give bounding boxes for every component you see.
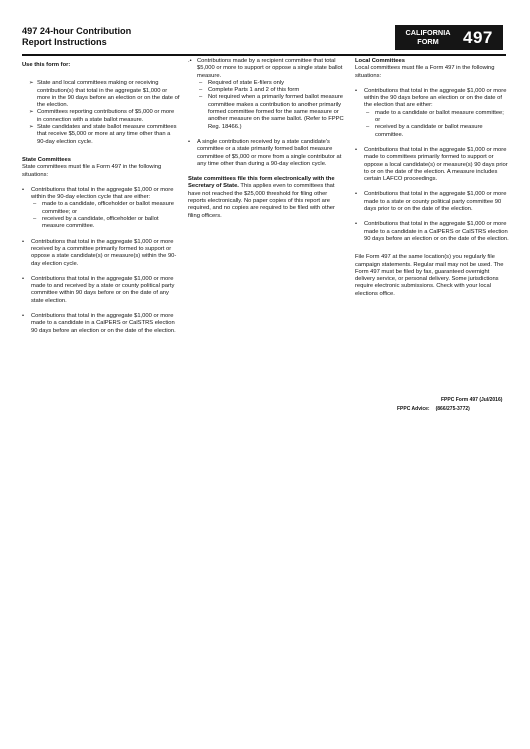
arrow-bullet-icon: ➢ — [29, 80, 34, 87]
bullet-icon: • — [355, 191, 358, 198]
bullet-icon: • — [355, 221, 358, 228]
list-item: • Contributions that total in the aggregate $1,000 or more made to a candidate in a CalPERS or CalSTRS election 90 days before an election or on the date of the election. — [355, 221, 509, 242]
use-item: ➢ State and local committees making or receiving contribution(s) that total in the aggregate $1,000 or more in the 90 days before an election or on the date of the election. — [29, 80, 180, 109]
bullet-icon: • — [355, 87, 358, 94]
badge-form-number: 497 — [463, 27, 493, 47]
use-heading: Use this form for: — [22, 62, 71, 68]
efile-bold-text: State committees file this form electronically with the Secretary of State. — [188, 176, 335, 190]
title-line-1: 497 24-hour Contribution — [22, 26, 132, 36]
state-committees-intro: State committees must file a Form 497 in the following situations: — [22, 164, 162, 178]
bullet-icon: • — [22, 275, 25, 282]
form-badge — [395, 25, 503, 50]
bullet-icon: .• — [188, 58, 192, 64]
arrow-bullet-icon: ➢ — [29, 109, 34, 116]
list-item: • A single contribution received by a state candidate's committee or a state primarily formed ballot measure committee of $5,000 or more from a single contributor at any time other than during a 90-day election cycle. — [188, 138, 342, 167]
efile-text: This applies even to committees that have not reached the $25,000 threshold for filing other reports electronically. No paper copies of this report are required, and no copies are required to be filed with other filing officers. — [188, 183, 335, 219]
list-item: • Contributions that total in the aggregate $1,000 or more received by a committee primarily formed to support or oppose a state candidate(s) or measure(s) within the 90-day election cycle. — [22, 238, 177, 267]
filing-location-paragraph: File Form 497 at the same location(s) you regularly file campaign statements. Regular mail may not be used. The Form 497 must be filed by fax, guaranteed overnight delivery service, or personal delivery. Some jurisdictions require electronic submissions. Check with your local elections office. — [355, 254, 504, 297]
list-item: • Contributions that total in the aggregate $1,000 or more within the 90-day election cycle that are either: — [22, 186, 174, 201]
dash-icon: – — [199, 94, 203, 101]
list-item: • Contributions that total in the aggregate $1,000 or more made to a state or county political party committee 90 days prior to or on the date of the election. — [355, 191, 507, 213]
header-rule — [22, 54, 506, 56]
arrow-bullet-icon: ➢ — [29, 124, 34, 131]
local-committees-intro: Local committees must file a Form 497 in the following situations: — [355, 65, 495, 79]
dash-icon: – — [366, 124, 370, 131]
list-item: • Contributions that total in the aggregate $1,000 or more made to committees primarily formed to support or oppose a local candidate(s) or measure(s) 90 days prior to or on the date of the election. A measure includes certain LAFCO proceedings. — [355, 146, 508, 183]
efile-paragraph — [188, 176, 346, 220]
dash-icon: – — [199, 87, 203, 94]
bullet-icon: • — [22, 186, 25, 193]
fppc-advice — [397, 406, 470, 412]
title-line-2: Report Instructions — [22, 37, 107, 47]
local-committees-heading: Local Committees — [355, 58, 405, 64]
list-item: .• Contributions made by a recipient committee that total $5,000 or more to support or oppose a single state ballot measure. — [188, 58, 343, 79]
column-3 — [355, 58, 510, 298]
advice-label: FPPC Advice: — [397, 406, 430, 412]
bullet-icon: • — [22, 313, 25, 320]
form-revision: FPPC Form 497 (Jul/2016) — [441, 397, 503, 403]
bullet-icon: • — [22, 238, 25, 245]
list-subitem: – Complete Parts 1 and 2 of this form — [199, 87, 300, 94]
list-subitem: – Required of state E-filers only — [199, 79, 285, 86]
list-item: • Contributions that total in the aggregate $1,000 or more within the 90 days before an election or on the date of the election that are either: — [355, 87, 507, 109]
use-item: ➢ State candidates and state ballot measure committees that receive $5,000 or more at any time other than a 90-day election cycle. — [29, 124, 177, 145]
column-2 — [188, 58, 346, 220]
list-subitem: – made to a candidate or ballot measure committee; or — [366, 109, 504, 124]
column-1 — [22, 58, 180, 335]
list-subitem: – received by a candidate, officeholder or ballot measure committee. — [33, 216, 159, 230]
badge-form-label: FORM — [417, 36, 439, 46]
use-item: ➢ Committees reporting contributions of $5,000 or more in connection with a state ballot measure. — [29, 109, 175, 123]
list-subitem: – received by a candidate or ballot measure committee. — [366, 124, 483, 138]
list-subitem: – Not required when a primarily formed ballot measure committee makes a contribution to another primarily formed committee formed for the same measure or another measure on the same ballot. (Refer to FPPC Reg. 18466.) — [199, 94, 344, 130]
bullet-icon: • — [355, 146, 358, 153]
advice-phone: (866/275-3772) — [435, 406, 470, 412]
badge-state: CALIFORNIA — [405, 28, 451, 37]
dash-icon: – — [366, 109, 370, 116]
bullet-icon: • — [188, 138, 191, 145]
list-item: • Contributions that total in the aggregate $1,000 or more made to a candidate in a CalPERS or CalSTRS election 90 days before an election or on the date of the election. — [22, 313, 176, 334]
dash-icon: – — [199, 79, 203, 86]
page-title — [22, 26, 131, 48]
list-item: • Contributions that total in the aggregate $1,000 or more made to and received by a state or county political party committee within 90 days before or on the date of any state election. — [22, 275, 175, 304]
dash-icon: – — [33, 201, 37, 208]
list-subitem: – made to a candidate, officeholder or ballot measure committee; or — [33, 201, 175, 215]
state-committees-heading: State Committees — [22, 156, 71, 163]
dash-icon: – — [33, 216, 37, 223]
